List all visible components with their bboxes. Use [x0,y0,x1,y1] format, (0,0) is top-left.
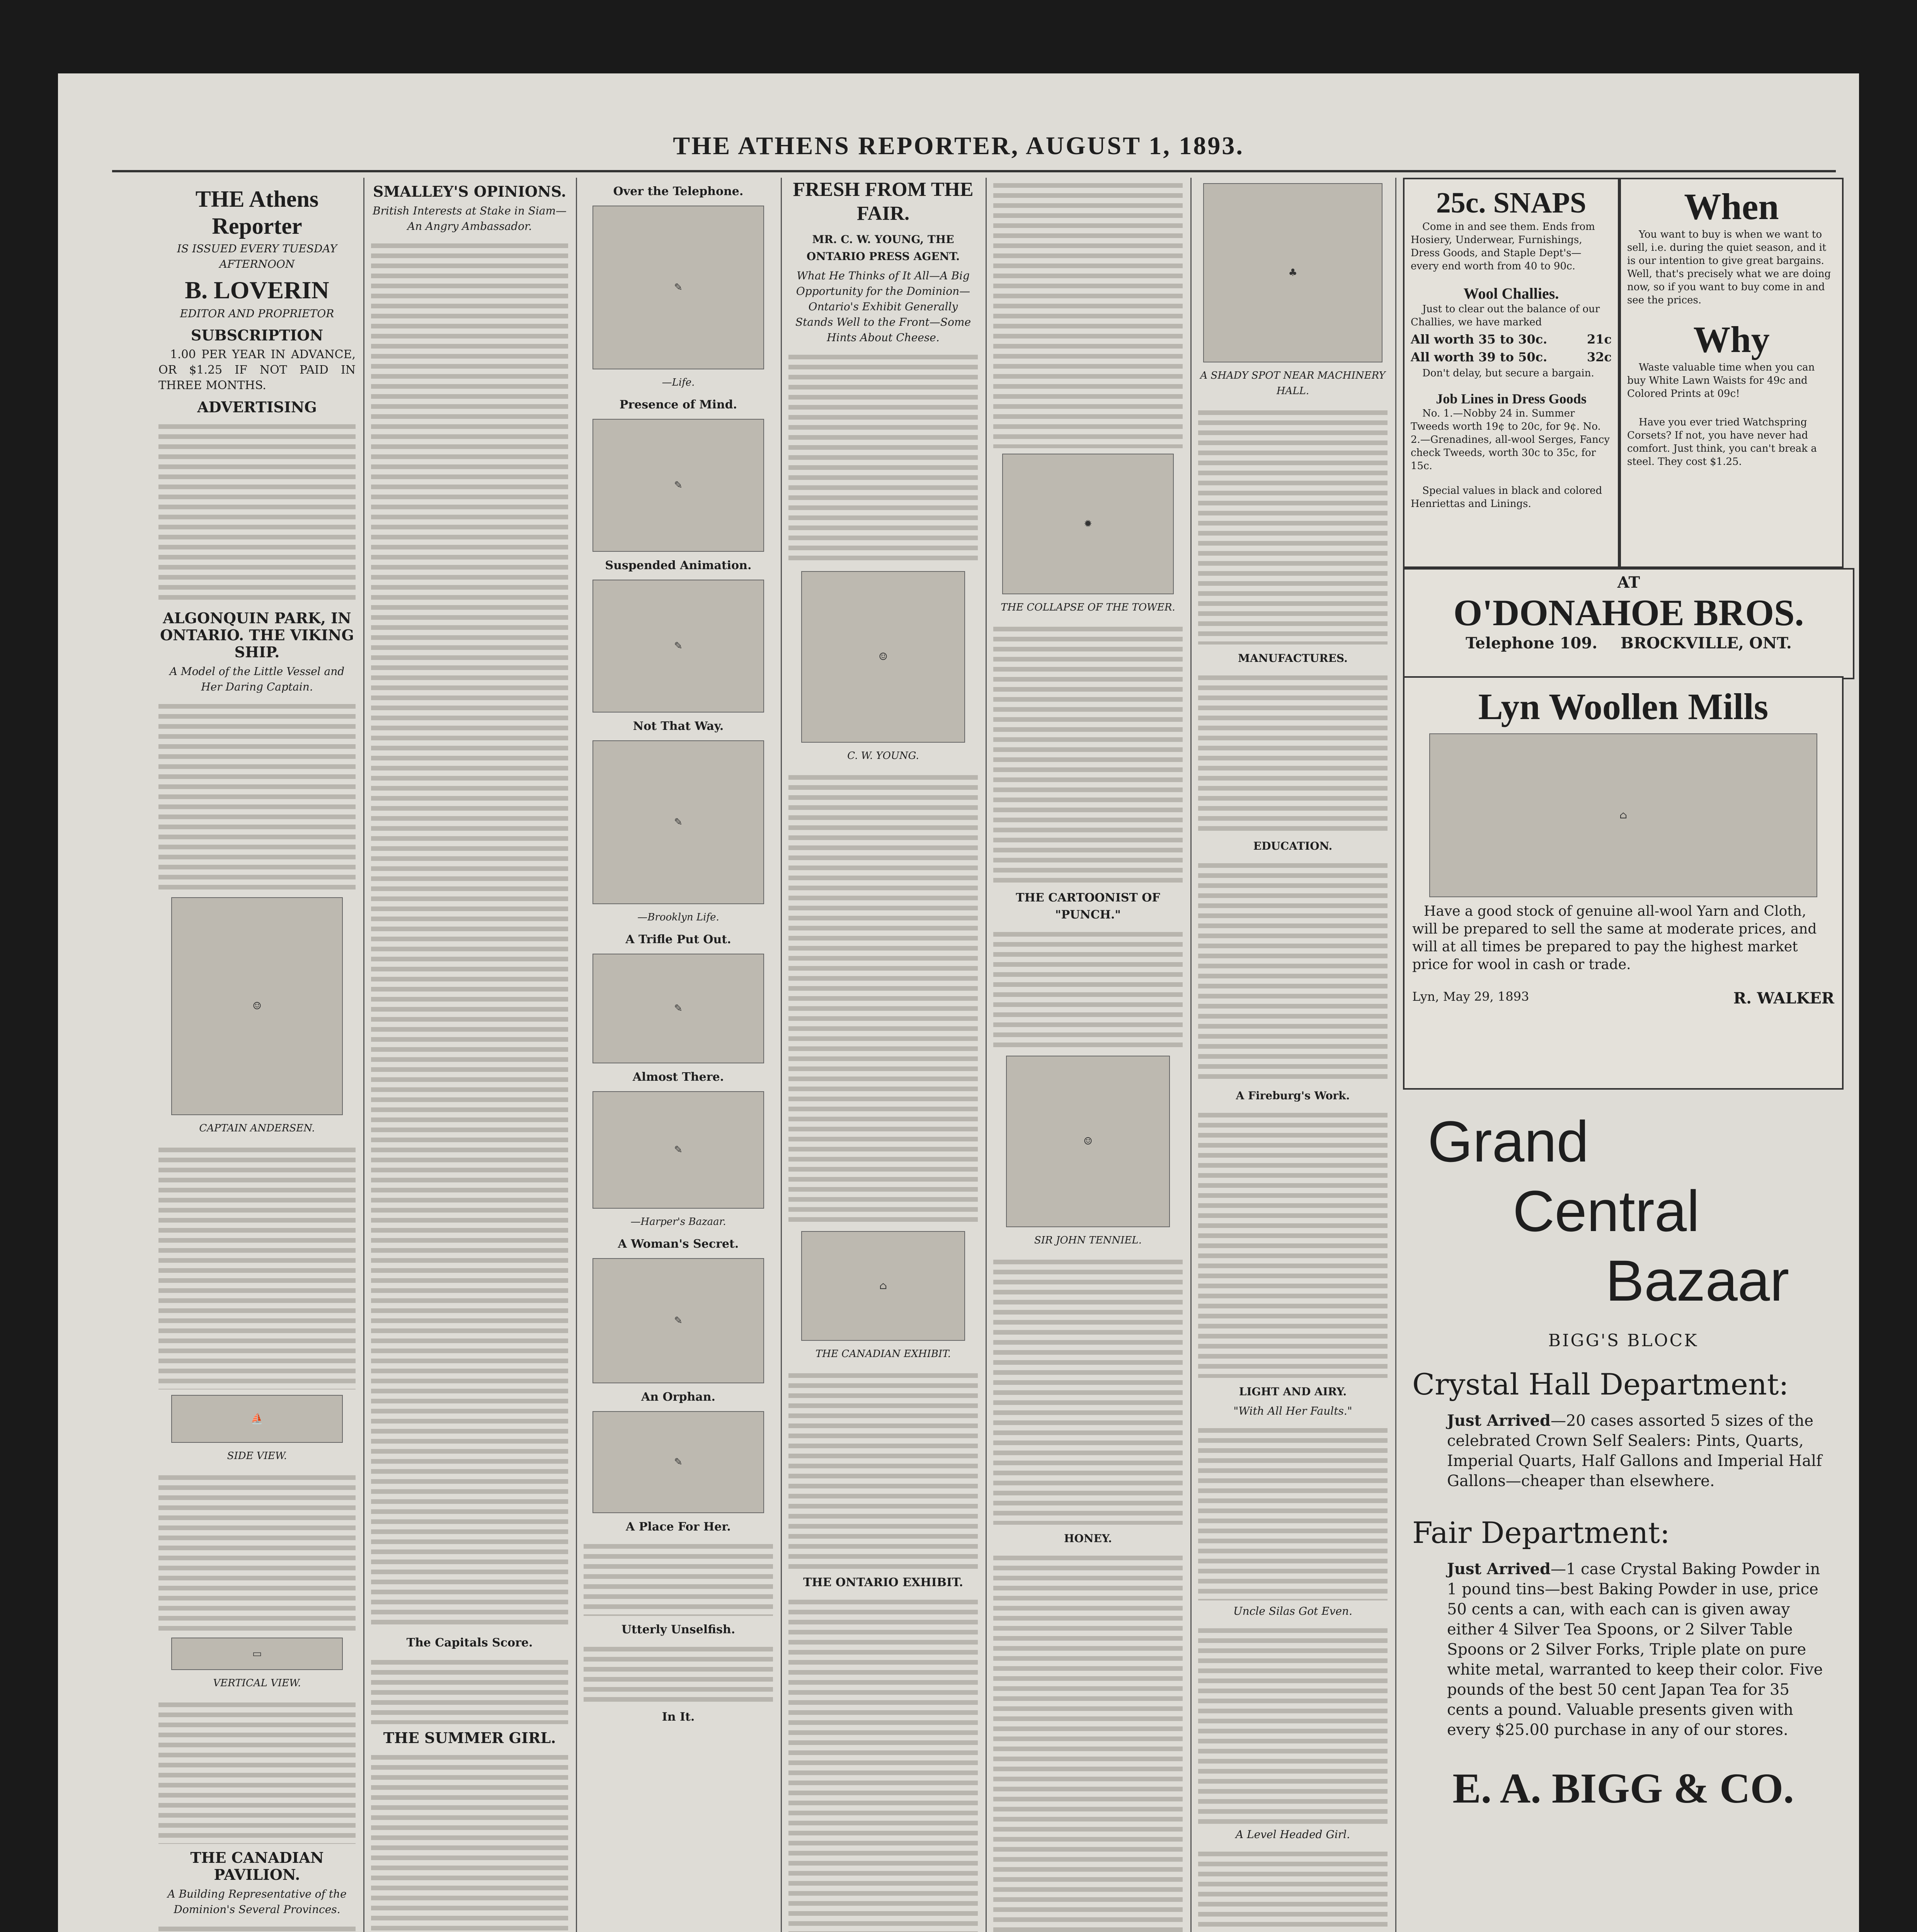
light-airy-heading: LIGHT AND AIRY. [1239,1385,1347,1398]
credit-brooklyn: —Brooklyn Life. [637,912,719,923]
fair-dept-heading: Fair Department: [1412,1515,1670,1550]
tower-caption: THE COLLAPSE OF THE TOWER. [1001,602,1175,613]
challis-body: Just to clear out the balance of our Challies, we have marked [1411,303,1600,328]
cartoon-caption: A Place For Her. [626,1520,731,1534]
pavilion-headline: THE CANADIAN PAVILION. [190,1849,324,1883]
delay-note: Don't delay, but secure a bargain. [1422,367,1594,379]
bazaar-line-2: Central [1513,1179,1700,1243]
challis-price-value: 21c [1587,332,1612,347]
joke-text [584,1539,773,1616]
almost-there-cartoon: ✎ [592,1091,764,1209]
cartoon-caption: Not That Way. [633,719,724,733]
column-rule [781,178,782,1932]
mill-illustration: ⌂ [1429,733,1817,897]
smalley-article-text [371,238,568,1629]
newspaper-page [58,73,1859,1932]
fair-dept-lead: Just Arrived [1447,1560,1551,1578]
editor-name: B. LOVERIN [185,276,329,304]
lyn-date: Lyn, May 29, 1893 [1412,989,1529,1004]
punch-text [993,927,1183,1050]
bazaar-line-3: Bazaar [1605,1248,1789,1313]
suspended-cartoon: ✎ [592,580,764,713]
editor-title: EDITOR AND PROPRIETOR [180,307,334,320]
ship-vertical-view: ▭ [171,1638,343,1670]
bazaar-line-1: Grand [1428,1109,1589,1174]
cartoon-caption: Utterly Unselfish. [621,1623,735,1636]
snaps-body: Come in and see them. Ends from Hosiery, Underwear, Furnishings, Dress Goods, and Staple Dept's— every end worth from 40 to 90c. [1411,221,1595,272]
viking-article-continued [158,1142,356,1389]
tenniel-portrait: ☺ [1006,1056,1170,1227]
cartoon-caption: Presence of Mind. [619,398,737,412]
cartoon-caption: Suspended Animation. [605,559,752,572]
why-body: Waste valuable time when you can buy White Lawn Waists for 49c and Colored Prints at 09c! [1627,362,1815,400]
presence-cartoon: ✎ [592,419,764,552]
fair-article-more [788,1368,978,1569]
fair-article-column5 [993,178,1183,448]
corsets-text: Have you ever tried Watchspring Corsets? If not, you have never had comfort. Just think, you can't break a steel. They cost $1.25. [1627,417,1817,468]
column-rule [363,178,364,1932]
education-heading: EDUCATION. [1253,840,1333,852]
exhibit-caption: THE CANADIAN EXHIBIT. [815,1348,951,1360]
orphan-cartoon: ✎ [592,1411,764,1513]
challis-price-row [1411,350,1612,364]
lyn-body: Have a good stock of genuine all-wool Yarn and Cloth, will be prepared to sell the same at moderate prices, and will at all times be prepared to pay the highest market price for wool in cash or trade. [1412,903,1817,973]
fire-heading: A Fireburg's Work. [1236,1089,1350,1102]
cartoon-caption: A Trifle Put Out. [625,933,731,946]
challis-price-label: All worth 35 to 30c. [1411,332,1548,347]
dress-goods-body: No. 1.—Nobby 24 in. Summer Tweeds worth 19¢ to 20c, for 9¢. No. 2.—Grenadines, all-wool Serges, Fancy check Tweeds, worth 30c to 35c, for 15c. [1411,408,1610,472]
when-why-ad [1619,178,1844,568]
challis-price-value: 32c [1587,350,1612,364]
education-text [1198,858,1388,1082]
fair-subhead: MR. C. W. YOUNG, THE ONTARIO PRESS AGENT. [806,233,960,263]
trifle-cartoon: ✎ [592,954,764,1063]
col6-article-text [1198,405,1388,645]
column-5 [993,178,1183,1932]
lyn-footer [1412,989,1834,1007]
punch-headline: THE CARTOONIST OF "PUNCH." [1016,891,1160,922]
column-3 [584,178,773,1932]
crystal-body [1412,1411,1834,1491]
fair-dept-text: —1 case Crystal Baking Powder in 1 pound tins—best Baking Powder in use, price 50 cents a can, with each can is given away either 4 Silver Tea Spoons, or 2 Silver Table Spoons or 2 Silver Forks, Triple plate on pure white metal, warranted to keep their color. Five pounds of the best 50 cent Japan Tea for 35 cents a pound. Valuable presents given with every $25.00 purchase in any of our stores. [1447,1560,1823,1739]
odonahoe-city: BROCKVILLE, ONT. [1621,634,1792,652]
column-1 [158,178,356,1932]
manufactures-text [1198,670,1388,832]
young-portrait: ☺ [801,571,965,743]
tenniel-caption: SIR JOHN TENNIEL. [1034,1235,1142,1246]
subscription-rate: 1.00 PER YEAR IN ADVANCE, OR $1.25 IF NOT PAID IN THREE MONTHS. [158,348,356,392]
canadian-exhibit-illustration: ⌂ [801,1231,965,1341]
fair-article-text [788,349,978,566]
credit-harpers: —Harper's Bazaar. [630,1216,726,1228]
cartoon-caption: Almost There. [632,1070,724,1084]
fair-dept-body [1412,1559,1834,1740]
lyn-title: Lyn Woollen Mills [1478,686,1769,727]
poem-title: "With All Her Faults." [1233,1405,1352,1417]
summer-girl-headline: THE SUMMER GIRL. [383,1729,556,1747]
column-6 [1198,178,1388,1932]
dress-goods-heading: Job Lines in Dress Goods [1436,391,1587,406]
smalley-headline: SMALLEY'S OPINIONS. [373,183,566,200]
cartoon-caption: In It. [662,1710,695,1724]
honey-heading: HONEY. [1064,1532,1112,1545]
fire-text [1198,1107,1388,1378]
manufactures-heading: MANUFACTURES. [1238,652,1348,665]
uncle-silas-text [1198,1623,1388,1824]
viking-article-more [158,1470,356,1632]
captain-portrait: ☺ [171,897,343,1115]
masthead: THE ATHENS REPORTER, AUGUST 1, 1893. [673,132,1244,160]
when-body: You want to buy is when we want to sell, i.e. during the quiet season, and it is our intention to give great bargains. Well, that's precisely what we are doing now, so if you want to buy come in and see the prices. [1627,229,1831,306]
bazaar-ad [1403,1097,1844,1932]
column-rule [1395,178,1396,1932]
joke-text [584,1641,773,1703]
summer-girl-text [371,1750,568,1932]
why-heading: Why [1693,319,1770,360]
vertical-view-caption: VERTICAL VIEW. [213,1677,301,1689]
tenniel-text [993,1254,1183,1525]
issue-schedule: IS ISSUED EVERY TUESDAY AFTERNOON [177,242,337,270]
tower-collapse-illustration: ✹ [1002,454,1174,594]
shady-spot-illustration: ♣ [1203,183,1382,362]
credit-life: —Life. [662,377,695,388]
viking-article-text [158,699,356,892]
crystal-lead: Just Arrived [1447,1412,1551,1430]
odonahoe-phone: Telephone 109. [1466,634,1598,652]
column-2 [371,178,568,1932]
womans-secret-cartoon: ✎ [592,1258,764,1383]
column-rule [1190,178,1192,1932]
crystal-text: —20 cases assorted 5 sizes of the celebrated Crown Self Sealers: Pints, Quarts, Imperial Quarts, Half Gallons and Imperial Half Gallons—cheaper than elsewhere. [1447,1412,1822,1490]
snaps-ad [1403,178,1619,568]
fair-headline: FRESH FROM THE FAIR. [793,179,974,224]
lyn-mills-ad [1403,676,1844,1090]
paper-title: THE Athens Reporter [195,186,319,239]
cartoon-caption: An Orphan. [641,1390,715,1404]
challis-price-label: All worth 39 to 50c. [1411,350,1548,364]
column-rule [986,178,987,1932]
telephone-cartoon: ✎ [592,206,764,369]
viking-article-end [158,1697,356,1844]
shady-spot-caption: A SHADY SPOT NEAR MACHINERY HALL. [1200,370,1386,397]
capitals-text [371,1655,568,1724]
snaps-title: 25c. SNAPS [1436,187,1587,219]
column-rule [576,178,577,1932]
subscription-heading: SUBSCRIPTION [191,327,323,344]
viking-subhead: A Model of the Little Vessel and Her Daring Captain. [169,665,345,693]
ship-side-view: ⛵ [171,1395,343,1443]
honey-text [993,1550,1183,1932]
ontario-exhibit-text [788,1594,978,1932]
poem-text [1198,1423,1388,1600]
capitals-headline: The Capitals Score. [406,1636,533,1650]
advertising-heading: ADVERTISING [197,398,317,416]
pavilion-subhead: A Building Representative of the Dominion's Several Provinces. [167,1888,347,1916]
odonahoe-name: O'DONAHOE BROS. [1453,592,1804,633]
odonahoe-contact [1408,634,1849,652]
fair-article-continued-5 [993,621,1183,884]
fair-deck: What He Thinks of It All—A Big Opportunity for the Dominion—Ontario's Exhibit Generally Stands Well to the Front—Some Hints About Cheese. [795,269,971,344]
fair-article-continued [788,770,978,1226]
special-values: Special values in black and colored Henriettas and Linings. [1411,485,1602,510]
not-that-way-cartoon: ✎ [592,740,764,904]
pavilion-article-text [158,1921,356,1932]
lyn-signature: R. WALKER [1733,989,1834,1007]
bigg-firm-name: E. A. BIGG & CO. [1452,1765,1794,1812]
telephone-headline: Over the Telephone. [613,185,744,198]
side-view-caption: SIDE VIEW. [227,1450,287,1462]
cartoon-caption: A Woman's Secret. [618,1237,739,1251]
advertising-rates-text [158,419,356,604]
crystal-heading: Crystal Hall Department: [1412,1367,1789,1401]
young-caption: C. W. YOUNG. [847,750,919,762]
challis-heading: Wool Challies. [1463,285,1559,302]
biggs-block: BIGG'S BLOCK [1548,1331,1699,1350]
algonquin-headline: ALGONQUIN PARK, IN ONTARIO. THE VIKING SHIP. [160,609,354,661]
challis-price-row [1411,332,1612,347]
when-heading: When [1684,186,1779,227]
odonahoe-at: AT [1617,573,1640,592]
odonahoe-ad [1403,568,1854,679]
ontario-exhibit-heading: THE ONTARIO EXHIBIT. [803,1576,963,1589]
level-headed-text [1198,1846,1388,1932]
column-4 [788,178,978,1932]
masthead-rule [112,170,1836,172]
captain-caption: CAPTAIN ANDERSEN. [199,1122,315,1134]
level-headed-heading: A Level Headed Girl. [1235,1828,1350,1841]
uncle-silas-heading: Uncle Silas Got Even. [1233,1605,1352,1617]
smalley-subhead: British Interests at Stake in Siam—An Angry Ambassador. [373,204,567,233]
